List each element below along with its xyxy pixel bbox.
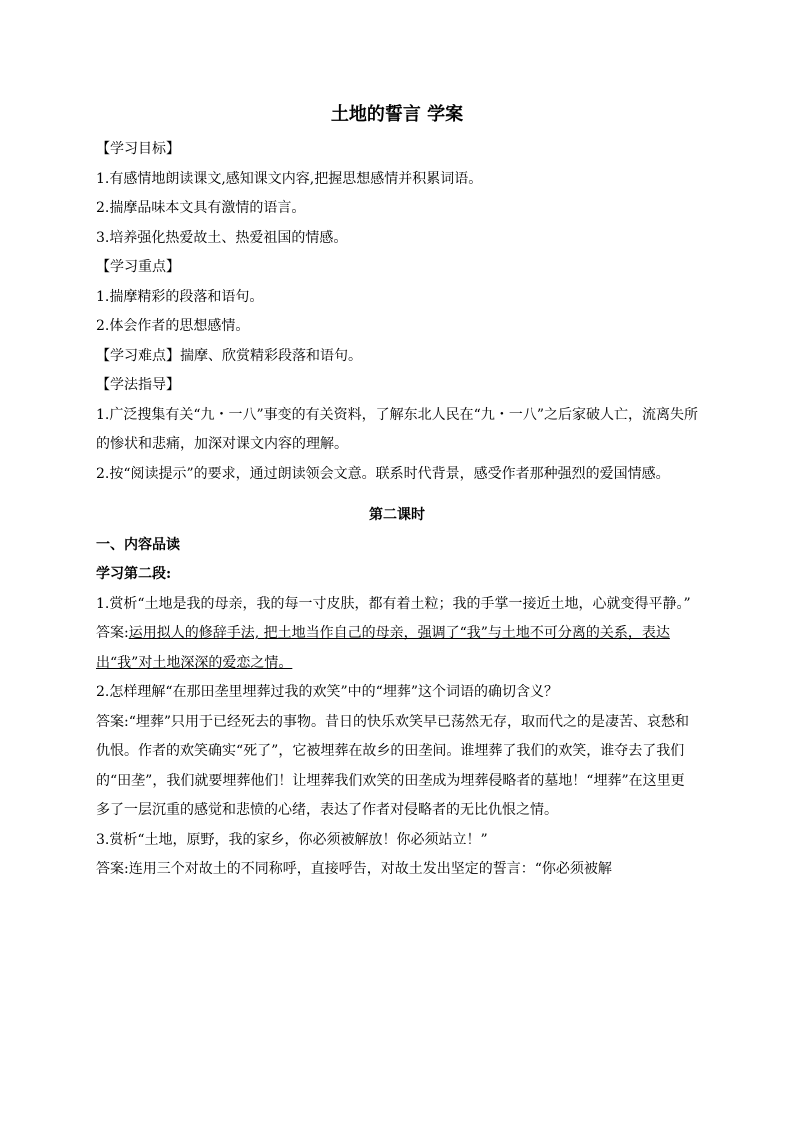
difficulty-text: 揣摩、欣赏精彩段落和语句。 <box>180 347 362 364</box>
answer-text: “埋葬”只用于已经死去的事物。昔日的快乐欢笑早已荡然无存，取而代之的是凄苦、哀愁和仇恨。作者的欢笑确实“死了”，它被埋葬在故乡的田垄间。谁埋葬了我们的欢笑，谁夺去了我们的“田垄”，我们就要埋葬他们！让埋葬我们欢笑的田垄成为埋葬侵略者的墓地！“埋葬”在这里更多了一层沉重的感觉和悲愤的心绪，表达了作者对侵略者的无比仇恨之情。 <box>96 713 690 818</box>
question: 3.赏析“土地，原野，我的家乡，你必须被解放！你必须站立！” <box>96 831 488 848</box>
key-point-item: 1.揣摩精彩的段落和语句。 <box>96 288 264 305</box>
answer <box>96 619 698 678</box>
lesson-heading: 第二课时 <box>369 507 425 523</box>
objective-item: 3.培养强化热爱故土、热爱祖国的情感。 <box>96 229 348 246</box>
objective-item: 2.揣摩品味本文具有激情的语言。 <box>96 200 306 216</box>
answer-text: 连用三个对故土的不同称呼，直接呼告，对故土发出坚定的誓言：“你必须被解 <box>128 861 612 877</box>
document-page <box>96 100 698 885</box>
answer <box>96 855 698 885</box>
answer-label: 答案: <box>96 625 129 641</box>
answer <box>96 708 698 826</box>
answer-label: 答案: <box>96 861 129 877</box>
difficulty-line <box>96 342 698 372</box>
objectives-heading: 【学习目标】 <box>96 141 180 157</box>
document-title: 土地的誓言 学案 <box>330 104 464 125</box>
method-item: 1.广泛搜集有关“九・一八”事变的有关资料，了解东北人民在“九・一八”之后家破人亡，流离失所的惨状和悲痛，加深对课文内容的理解。 <box>96 406 698 452</box>
section-heading: 一、内容品读 <box>96 536 180 553</box>
answer-label: 答案: <box>96 713 129 730</box>
objective-item: 1.有感情地朗读课文,感知课文内容,把握思想感情并积累词语。 <box>96 170 483 187</box>
answer-text: 运用拟人的修辞手法, 把土地当作自己的母亲，强调了“我”与土地不可分离的关系，表达出“我”对土地深深的爱恋之情。 <box>96 625 670 671</box>
method-heading: 【学法指导】 <box>96 377 180 393</box>
question: 2.怎样理解“在那田垄里埋葬过我的欢笑”中的“埋葬”这个词语的确切含义？ <box>96 684 558 700</box>
key-points-heading: 【学习重点】 <box>96 259 180 275</box>
method-item: 2.按“阅读提示”的要求，通过朗读领会文意。联系时代背景，感受作者那种强烈的爱国情感。 <box>96 465 670 482</box>
key-point-item: 2.体会作者的思想感情。 <box>96 318 250 334</box>
study-heading: 学习第二段: <box>96 566 172 582</box>
difficulty-heading: 【学习难点】 <box>96 347 180 364</box>
question: 1.赏析“土地是我的母亲，我的每一寸皮肤，都有着土粒；我的手掌一接近土地，心就变得平静。” <box>96 595 691 612</box>
